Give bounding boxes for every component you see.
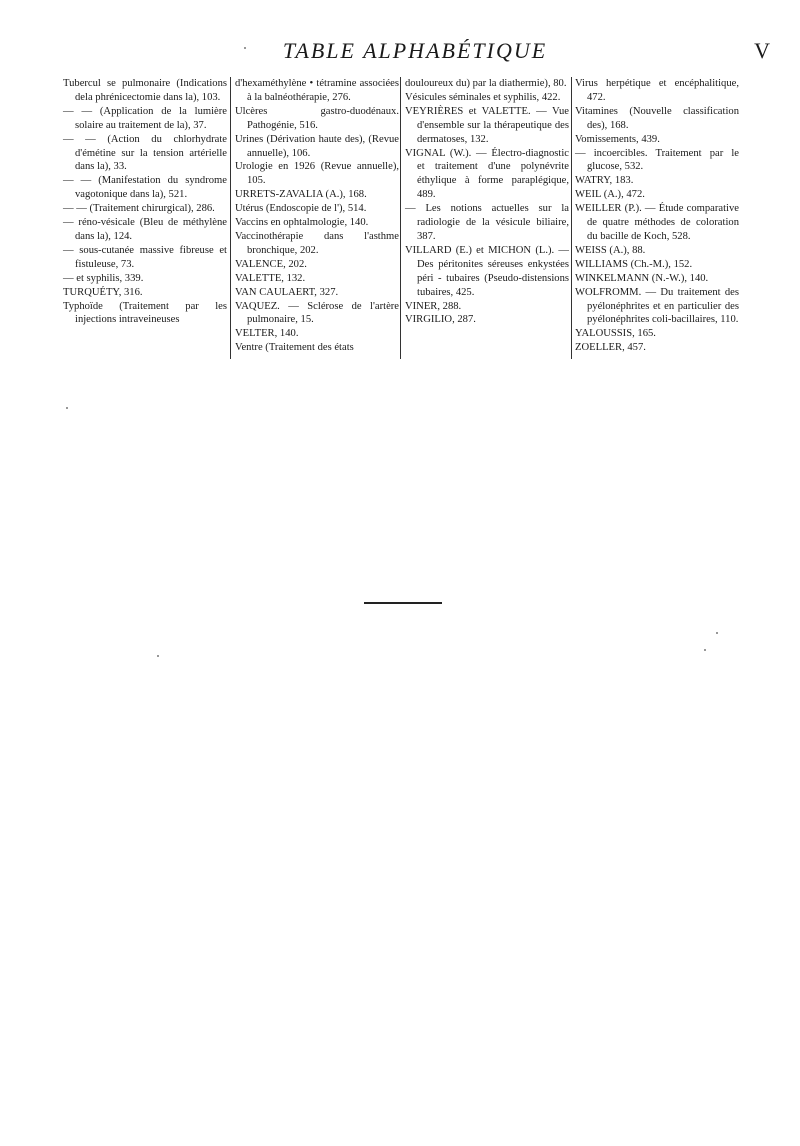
index-column-1: [63, 77, 227, 327]
index-entry: WILLIAMS (Ch.-M.), 152.: [575, 258, 693, 270]
index-entry: d'hexaméthylène • tétramine associées à la balnéothérapie, 276.: [235, 78, 399, 103]
index-entry: Vitamines (Nouvelle classification des), 168.: [575, 105, 739, 131]
index-entry: VEYRIÈRES et VALETTE. — Vue d'ensemble sur la thérapeutique des dermatoses, 132.: [405, 105, 569, 145]
index-entry: WEISS (A.), 88.: [575, 244, 646, 256]
index-columns: [63, 77, 743, 377]
index-entry: TURQUÉTY, 316.: [63, 286, 143, 298]
index-entry: — — (Action du chlorhydrate d'émétine sur la tension artérielle dans la), 33.: [63, 133, 227, 173]
end-rule: [364, 602, 442, 604]
column-divider: [230, 77, 231, 359]
index-entry: Vaccinothérapie dans l'asthme bronchique, 202.: [235, 230, 399, 256]
index-entry: Typhoïde (Traitement par les injections intraveineuses: [63, 300, 227, 326]
print-speck: [716, 632, 718, 634]
index-entry: WEIL (A.), 472.: [575, 189, 645, 201]
index-entry: WINKELMANN (N.-W.), 140.: [575, 272, 709, 284]
index-entry: Urologie en 1926 (Revue annuelle), 105.: [235, 161, 399, 187]
column-divider: [571, 77, 572, 359]
index-entry: VAQUEZ. — Sclérose de l'artère pulmonaire, 15.: [235, 300, 399, 326]
index-entry: VALETTE, 132.: [235, 272, 306, 284]
index-entry: Ulcères gastro-duodénaux. Pathogénie, 516.: [235, 105, 399, 131]
index-entry: Utérus (Endoscopie de l'), 514.: [235, 203, 367, 215]
index-entry: VINER, 288.: [405, 300, 462, 312]
index-entry: VIGNAL (W.). — Électro-diagnostic et traitement d'une polynévrite éthylique à forme paraplégique, 489.: [405, 147, 569, 201]
print-speck: [244, 47, 246, 49]
index-entry: — réno-vésicale (Bleu de méthylène dans la), 124.: [63, 217, 227, 242]
page-title: TABLE ALPHABÉTIQUE: [282, 38, 548, 63]
index-entry: ZOELLER, 457.: [575, 342, 646, 354]
index-entry: VELTER, 140.: [235, 328, 299, 340]
index-entry: — incoercibles. Traitement par le glucose, 532.: [575, 147, 739, 173]
index-entry: — — (Traitement chirurgical), 286.: [63, 203, 215, 215]
index-entry: Tubercul se pulmonaire (Indications dela phrénicectomie dans la), 103.: [63, 78, 227, 103]
index-entry: — Les notions actuelles sur la radiologie de la vésicule biliaire, 387.: [405, 203, 569, 242]
index-entry: — — (Manifestation du syndrome vagotonique dans la), 521.: [63, 175, 227, 201]
index-column-2: [235, 77, 399, 355]
index-entry: Virus herpétique et encéphalitique, 472.: [575, 78, 739, 103]
page-number: V: [754, 38, 770, 63]
page-header: [60, 38, 770, 68]
index-entry: WOLFROMM. — Du traitement des pyélonéphrites et en particulier des pyélonéphrites coli-bacillaires, 110.: [575, 286, 739, 326]
index-entry: VAN CAULAERT, 327.: [235, 286, 339, 298]
index-entry: — et syphilis, 339.: [63, 272, 144, 284]
index-entry: Vaccins en ophtalmologie, 140.: [235, 217, 369, 229]
index-entry: Urines (Dérivation haute des), (Revue annuelle), 106.: [235, 133, 399, 159]
index-entry: VILLARD (E.) et MICHON (L.). — Des péritonites séreuses enkystées péri - tubaires (Pseudo-distensions tubaires, 425.: [405, 244, 569, 298]
index-entry: — sous-cutanée massive fibreuse et fistuleuse, 73.: [63, 244, 227, 270]
index-entry: Ventre (Traitement des états: [235, 342, 354, 354]
index-entry: Vomissements, 439.: [575, 133, 660, 145]
index-entry: Vésicules séminales et syphilis, 422.: [405, 91, 561, 103]
column-divider: [400, 77, 401, 359]
index-column-3: [405, 77, 569, 327]
index-entry: douloureux du) par la diathermie), 80.: [405, 78, 567, 89]
index-entry: VIRGILIO, 287.: [405, 314, 476, 326]
index-entry: WEILLER (P.). — Étude comparative de quatre méthodes de coloration du bacille de Koch, 528.: [575, 203, 739, 242]
index-entry: WATRY, 183.: [575, 175, 634, 187]
index-entry: — — (Application de la lumière solaire au traitement de la), 37.: [63, 105, 227, 131]
print-speck: [66, 407, 68, 409]
index-entry: YALOUSSIS, 165.: [575, 328, 656, 340]
print-speck: [704, 649, 706, 651]
print-speck: [157, 655, 159, 657]
index-column-4: [575, 77, 739, 355]
index-entry: URRETS-ZAVALIA (A.), 168.: [235, 189, 367, 201]
index-entry: VALENCE, 202.: [235, 258, 307, 270]
